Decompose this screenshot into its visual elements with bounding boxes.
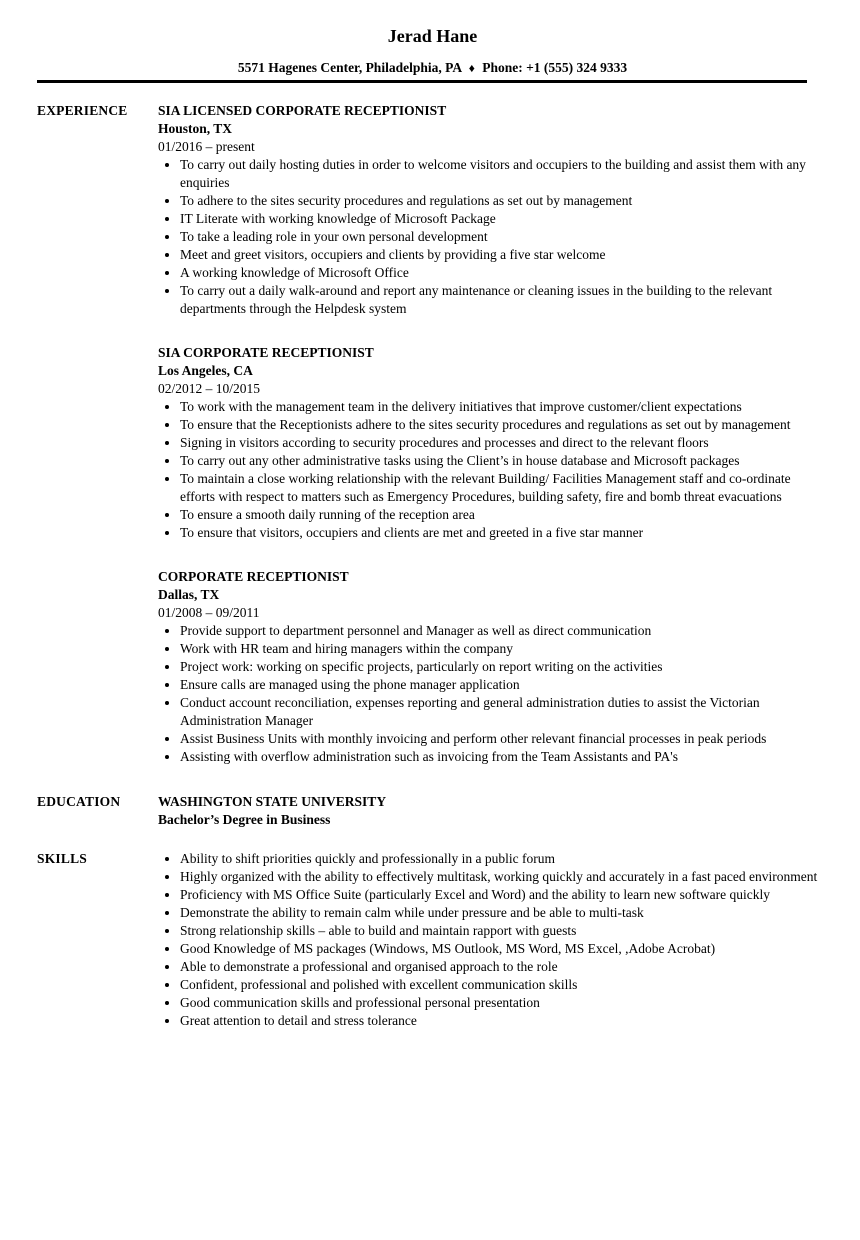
bullet-item: • Good communication skills and professional personal presentation <box>180 994 828 1012</box>
job-dates: 01/2008 – 09/2011 <box>158 605 260 620</box>
bullet-item: • Conduct account reconciliation, expenses reporting and general administration duties to assist the Victorian Administration Manager <box>180 694 828 730</box>
job-title: CORPORATE RECEPTIONIST <box>158 569 349 584</box>
contact-phone: Phone: +1 (555) 324 9333 <box>482 60 628 75</box>
bullet-item: • Highly organized with the ability to effectively multitask, working quickly and accurately in a fast paced environment <box>180 868 828 886</box>
section-label-experience: EXPERIENCE <box>37 103 128 118</box>
contact-address: 5571 Hagenes Center, Philadelphia, PA <box>237 60 462 75</box>
job-location: Los Angeles, CA <box>158 363 253 378</box>
resume-header <box>37 26 828 83</box>
job-location: Dallas, TX <box>158 587 220 602</box>
bullet-item: • Meet and greet visitors, occupiers and clients by providing a five star welcome <box>180 246 828 264</box>
education-content <box>158 793 828 829</box>
section-label-skills: SKILLS <box>37 851 87 866</box>
job-entry-3 <box>158 568 828 766</box>
skills-section <box>37 850 828 1030</box>
bullet-item: • To adhere to the sites security procedures and regulations as set out by management <box>180 192 828 210</box>
bullet-item: • To carry out daily hosting duties in order to welcome visitors and occupiers to the building and assist them with any enquiries <box>180 156 828 192</box>
bullet-item: • Confident, professional and polished with excellent communication skills <box>180 976 828 994</box>
bullet-item: • Signing in visitors according to security procedures and processes and direct to the relevant floors <box>180 434 828 452</box>
bullet-item: • Project work: working on specific projects, particularly on report writing on the activities <box>180 658 828 676</box>
education-degree: Bachelor’s Degree in Business <box>158 812 331 827</box>
bullet-item: • Assist Business Units with monthly invoicing and perform other relevant financial processes in peak periods <box>180 730 828 748</box>
bullet-item: • To carry out a daily walk-around and report any maintenance or cleaning issues in the building to the relevant departments through the Helpdesk system <box>180 282 828 318</box>
bullet-item: • IT Literate with working knowledge of Microsoft Package <box>180 210 828 228</box>
bullet-item: • Proficiency with MS Office Suite (particularly Excel and Word) and the ability to learn new software quickly <box>180 886 828 904</box>
bullet-item: • Provide support to department personnel and Manager as well as direct communication <box>180 622 828 640</box>
bullet-item: • To ensure a smooth daily running of the reception area <box>180 506 828 524</box>
bullet-item: • A working knowledge of Microsoft Office <box>180 264 828 282</box>
skills-bullet-list <box>158 850 828 1030</box>
bullet-item: • Assisting with overflow administration such as invoicing from the Team Assistants and PA's <box>180 748 828 766</box>
job-title: SIA CORPORATE RECEPTIONIST <box>158 345 374 360</box>
section-label-education: EDUCATION <box>37 794 121 809</box>
contact-line <box>37 60 828 76</box>
job-dates: 02/2012 – 10/2015 <box>158 381 261 396</box>
bullet-item: • Ensure calls are managed using the phone manager application <box>180 676 828 694</box>
bullet-item: • Strong relationship skills – able to build and maintain rapport with guests <box>180 922 828 940</box>
experience-content <box>158 102 828 766</box>
bullet-item: • Demonstrate the ability to remain calm while under pressure and be able to multi-task <box>180 904 828 922</box>
job-entry-1 <box>158 102 828 318</box>
bullet-item: • To ensure that visitors, occupiers and clients are met and greeted in a five star manner <box>180 524 828 542</box>
education-section <box>37 793 828 829</box>
job-bullet-list <box>158 156 828 318</box>
diamond-icon: ♦ <box>468 61 475 75</box>
bullet-item: • Work with HR team and hiring managers within the company <box>180 640 828 658</box>
experience-section <box>37 102 828 766</box>
bullet-item: • To ensure that the Receptionists adhere to the sites security procedures and regulations as set out by management <box>180 416 828 434</box>
bullet-item: • To take a leading role in your own personal development <box>180 228 828 246</box>
job-location: Houston, TX <box>158 121 233 136</box>
bullet-item: • To carry out any other administrative tasks using the Client’s in house database and Microsoft packages <box>180 452 828 470</box>
job-dates: 01/2016 – present <box>158 139 255 154</box>
bullet-item: • To work with the management team in the delivery initiatives that improve customer/client expectations <box>180 398 828 416</box>
job-title: SIA LICENSED CORPORATE RECEPTIONIST <box>158 103 447 118</box>
bullet-item: • Great attention to detail and stress tolerance <box>180 1012 828 1030</box>
job-entry-2 <box>158 344 828 542</box>
bullet-item: • Good Knowledge of MS packages (Windows, MS Outlook, MS Word, MS Excel, ,Adobe Acrobat) <box>180 940 828 958</box>
job-bullet-list <box>158 622 828 766</box>
job-bullet-list <box>158 398 828 542</box>
skills-content <box>158 850 828 1030</box>
bullet-item: • To maintain a close working relationship with the relevant Building/ Facilities Management staff and co-ordinate efforts with respect to matters such as Emergency Procedures, building safety, fire and bomb threat evacuations <box>180 470 828 506</box>
education-school: WASHINGTON STATE UNIVERSITY <box>158 794 387 809</box>
candidate-name: Jerad Hane <box>387 26 478 46</box>
bullet-item: • Ability to shift priorities quickly and professionally in a public forum <box>180 850 828 868</box>
bullet-item: • Able to demonstrate a professional and organised approach to the role <box>180 958 828 976</box>
header-divider <box>37 80 807 83</box>
